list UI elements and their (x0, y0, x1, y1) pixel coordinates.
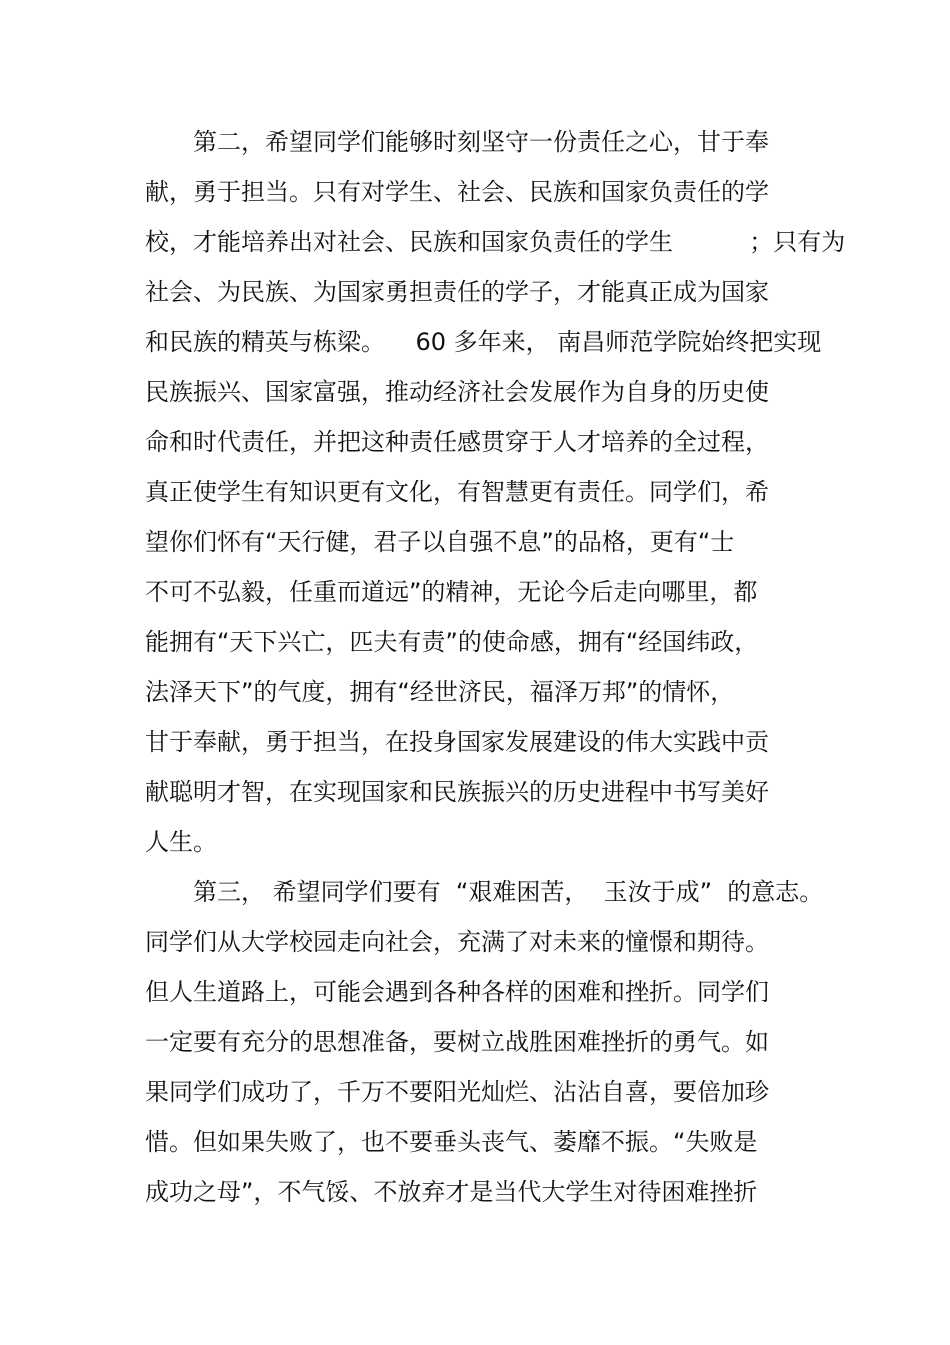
paragraph-3-line-5: 果同学们成功了，千万不要阳光灿烂、沾沾自喜，要倍加珍 (145, 1078, 769, 1106)
paragraph-3-line-7: 成功之母”，不气馁、不放弃才是当代大学生对待困难挫折 (145, 1178, 758, 1206)
paragraph-2-line-8: 真正使学生有知识更有文化，有智慧更有责任。同学们，希 (145, 478, 769, 506)
paragraph-2-line-5: 和民族的精英与栋梁。 60 多年来， 南昌师范学院始终把实现 (145, 328, 822, 356)
paragraph-3-line-6: 惜。但如果失败了，也不要垂头丧气、萎靡不振。“失败是 (145, 1128, 758, 1156)
paragraph-2-line-2: 献，勇于担当。只有对学生、社会、民族和国家负责任的学 (145, 178, 769, 206)
paragraph-2-line-11: 能拥有“天下兴亡，匹夫有责”的使命感，拥有“经国纬政， (145, 628, 759, 656)
paragraph-2-line-13: 甘于奉献，勇于担当，在投身国家发展建设的伟大实践中贡 (145, 728, 769, 756)
paragraph-2-line-6: 民族振兴、国家富强，推动经济社会发展作为自身的历史使 (145, 378, 769, 406)
paragraph-2-line-7: 命和时代责任，并把这种责任感贯穿于人才培养的全过程， (145, 428, 769, 456)
paragraph-2-line-10: 不可不弘毅，任重而道远”的精神，无论今后走向哪里，都 (145, 578, 758, 606)
paragraph-3-line-3: 但人生道路上，可能会遇到各种各样的困难和挫折。同学们 (145, 978, 769, 1006)
paragraph-2-line-3: 校，才能培养出对社会、民族和国家负责任的学生 ；只有为 (145, 228, 846, 256)
paragraph-2-line-15: 人生。 (145, 828, 217, 856)
paragraph-2-line-4: 社会、为民族、为国家勇担责任的学子，才能真正成为国家 (145, 278, 769, 306)
paragraph-3-line-4: 一定要有充分的思想准备，要树立战胜困难挫折的勇气。如 (145, 1028, 769, 1056)
paragraph-2-line-12: 法泽天下”的气度，拥有“经世济民，福泽万邦”的情怀， (145, 678, 735, 706)
paragraph-2-line-1: 第二，希望同学们能够时刻坚守一份责任之心，甘于奉 (193, 128, 769, 156)
paragraph-3-line-2: 同学们从大学校园走向社会，充满了对未来的憧憬和期待。 (145, 928, 769, 956)
paragraph-3-line-1: 第三， 希望同学们要有 “艰难困苦， 玉汝于成” 的意志。 (193, 878, 824, 906)
paragraph-2-line-9: 望你们怀有“天行健，君子以自强不息”的品格，更有“士 (145, 528, 735, 556)
paragraph-2-line-14: 献聪明才智，在实现国家和民族振兴的历史进程中书写美好 (145, 778, 769, 806)
